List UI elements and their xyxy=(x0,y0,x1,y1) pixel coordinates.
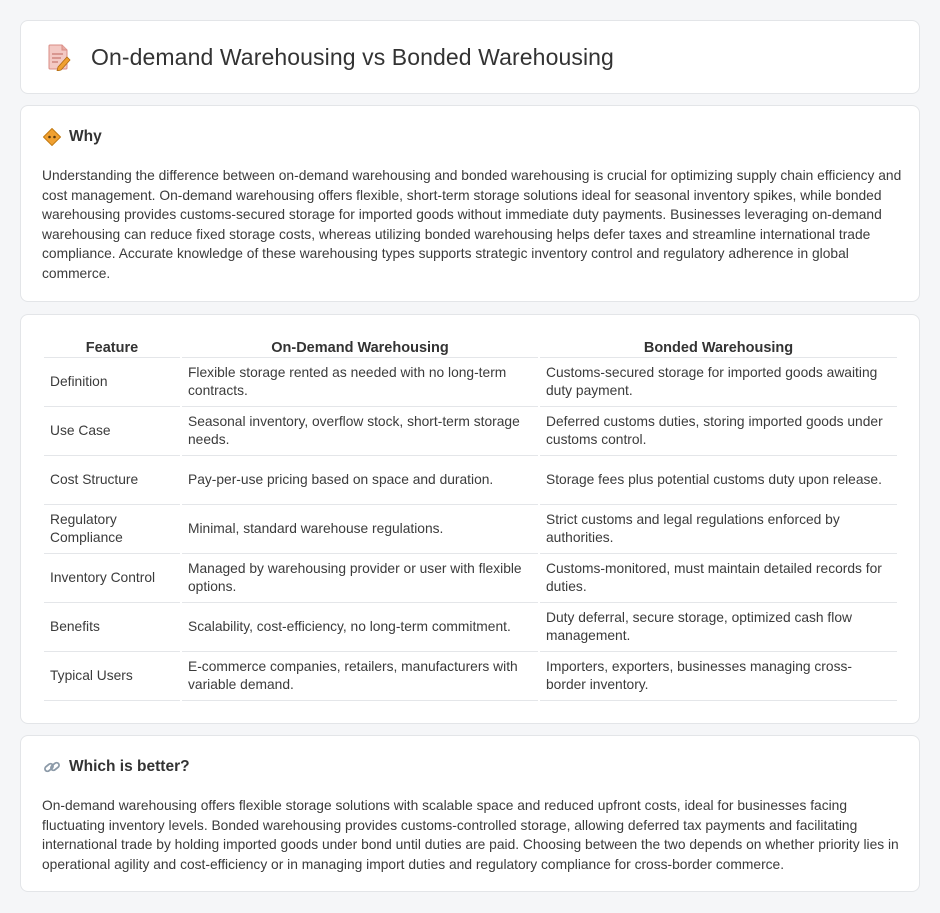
on-demand-cell: Flexible storage rented as needed with no long-term contracts. xyxy=(182,358,538,407)
on-demand-cell: Pay-per-use pricing based on space and duration. xyxy=(182,456,538,505)
title-row xyxy=(47,43,614,71)
on-demand-cell: Managed by warehousing provider or user with flexible options. xyxy=(182,554,538,603)
feature-cell: Inventory Control xyxy=(44,554,180,603)
better-paragraph: On-demand warehousing offers flexible storage solutions with scalable space and reduced upfront costs, ideal for businesses facing fluctuating inventory levels. Bonded warehousing provides customs-controlled storage, allowing deferred tax payments and facilitating international trade by holding imported goods under bond until duties are paid. Choosing between the two depends on whether priority lies in operational agility and cost-efficiency or in managing import duties and regulatory compliance for cross-border commerce. xyxy=(42,798,899,872)
header-feature: Feature xyxy=(44,336,180,358)
which-better-section xyxy=(20,735,920,892)
table-row xyxy=(44,456,897,505)
feature-cell: Cost Structure xyxy=(44,456,180,505)
comparison-table xyxy=(42,336,899,701)
why-section xyxy=(20,105,920,302)
bonded-cell: Deferred customs duties, storing imported goods under customs control. xyxy=(540,407,897,456)
feature-cell: Regulatory Compliance xyxy=(44,505,180,554)
better-heading-row xyxy=(43,758,190,776)
page-title: On-demand Warehousing vs Bonded Warehousing xyxy=(91,43,614,70)
better-heading: Which is better? xyxy=(69,758,190,775)
bonded-cell: Customs-monitored, must maintain detailed records for duties. xyxy=(540,554,897,603)
title-card xyxy=(20,20,920,94)
table-row xyxy=(44,603,897,652)
why-heading: Why xyxy=(69,128,102,145)
why-heading-row xyxy=(43,128,102,146)
header-on-demand: On-Demand Warehousing xyxy=(182,336,538,358)
table-row xyxy=(44,505,897,554)
feature-cell: Use Case xyxy=(44,407,180,456)
on-demand-cell: Seasonal inventory, overflow stock, short-term storage needs. xyxy=(182,407,538,456)
bonded-cell: Importers, exporters, businesses managing cross-border inventory. xyxy=(540,652,897,701)
bonded-cell: Duty deferral, secure storage, optimized cash flow management. xyxy=(540,603,897,652)
table-row xyxy=(44,358,897,407)
bonded-cell: Customs-secured storage for imported goods awaiting duty payment. xyxy=(540,358,897,407)
table-header-row xyxy=(44,336,897,358)
on-demand-cell: E-commerce companies, retailers, manufacturers with variable demand. xyxy=(182,652,538,701)
table-row xyxy=(44,407,897,456)
diamond-sign-icon xyxy=(43,128,61,146)
table-row xyxy=(44,554,897,603)
link-icon xyxy=(43,758,61,776)
document-pencil-icon xyxy=(47,43,71,71)
feature-cell: Benefits xyxy=(44,603,180,652)
table-row xyxy=(44,652,897,701)
feature-cell: Typical Users xyxy=(44,652,180,701)
bonded-cell: Storage fees plus potential customs duty upon release. xyxy=(540,456,897,505)
on-demand-cell: Minimal, standard warehouse regulations. xyxy=(182,505,538,554)
comparison-section xyxy=(20,314,920,724)
on-demand-cell: Scalability, cost-efficiency, no long-term commitment. xyxy=(182,603,538,652)
bonded-cell: Strict customs and legal regulations enforced by authorities. xyxy=(540,505,897,554)
why-paragraph: Understanding the difference between on-demand warehousing and bonded warehousing is crucial for optimizing supply chain efficiency and cost management. On-demand warehousing offers flexible, short-term storage solutions ideal for seasonal inventory spikes, while bonded warehousing provides customs-secured storage for imported goods without immediate duty payments. Businesses leveraging on-demand warehousing can reduce fixed storage costs, whereas utilizing bonded warehousing helps defer taxes and streamline international trade compliance. Accurate knowledge of these warehousing types supports strategic inventory control and regulatory adherence in global commerce. xyxy=(42,168,902,281)
feature-cell: Definition xyxy=(44,358,180,407)
header-bonded: Bonded Warehousing xyxy=(540,336,897,358)
